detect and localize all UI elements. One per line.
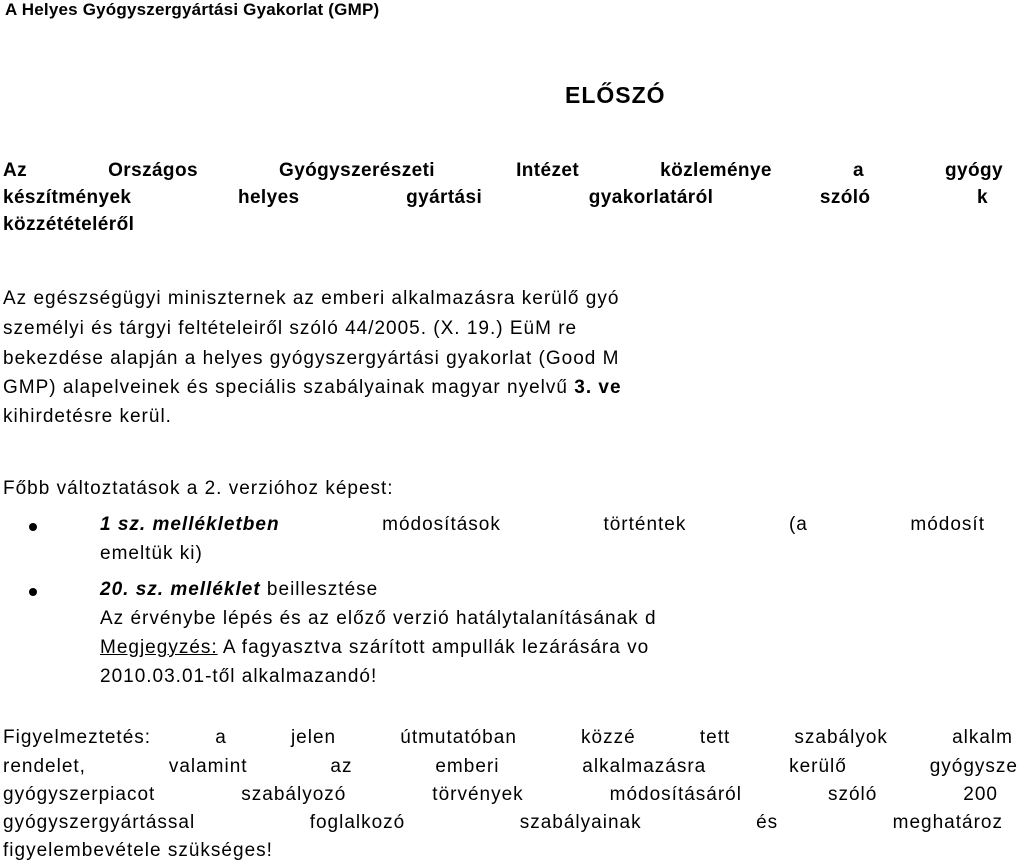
announcement-line-1 [3,160,1003,182]
word: módosít [910,514,985,535]
warning-line-5: figyelembevétele szükséges! [3,840,273,861]
intro-line-2: személyi és tárgyi feltételeiről szóló 44/2005. (X. 19.) EüM re [3,318,578,339]
word: gyógyszerpiacot [3,784,156,805]
changes-heading: Főbb változtatások a 2. verzióhoz képest: [3,478,394,499]
word: az [330,756,353,777]
word: emberi [435,756,500,777]
word: közzé [581,727,636,748]
word: helyes [237,187,300,208]
change-item-1-line-2: emeltük ki) [100,543,203,564]
word: foglalkozó [309,812,406,833]
bullet-icon [29,588,37,596]
word: gyógy [945,160,1003,181]
note-label: Megjegyzés: [100,637,218,658]
page-title: ELŐSZÓ [565,82,666,108]
word: gyógysze [929,756,1018,777]
word: közleménye [660,160,772,181]
change-item-2-text: beillesztése [260,579,379,600]
word: szóló [827,784,878,805]
intro-line-4-text: GMP) alapelveinek és speciális szabályainak magyar nyelvű [3,377,575,398]
intro-line-1: Az egészségügyi miniszternek az emberi alkalmazásra kerülő gyó [3,288,620,309]
word: Országos [108,160,198,181]
word: (a [788,514,808,535]
word: a [215,727,227,748]
word: gyógyszergyártással [3,812,196,833]
word: a [852,160,864,181]
word: szabályok [794,727,888,748]
word: Figyelmeztetés: [3,727,152,748]
intro-line-3: bekezdése alapján a helyes gyógyszergyártási gyakorlat (Good M [3,348,620,369]
word: k [977,187,988,208]
note-text: A fagyasztva szárított ampullák lezárására vo [217,637,650,658]
change-item-2-line-4: 2010.03.01-től alkalmazandó! [100,666,378,687]
running-header: A Helyes Gyógyszergyártási Gyakorlat (GMP) [5,0,380,19]
version-number: 3. ve [574,377,622,398]
word: módosításáról [609,784,742,805]
warning-line-3 [3,784,998,806]
word: alkalm [952,727,1013,748]
intro-line-4 [3,377,622,399]
word: történtek [603,514,687,535]
word: készítmények [3,187,132,208]
word: rendelet, [3,756,86,777]
word: kerülő [789,756,847,777]
word: valamint [168,756,248,777]
word: meghatároz [892,812,1003,833]
word: és [756,812,779,833]
warning-line-2 [3,756,1018,778]
change-item-2 [100,579,378,601]
change-item-2-line-3 [100,637,649,659]
change-item-1-annex: 1 sz. mellékletben [100,514,280,535]
change-item-1 [100,514,985,536]
announcement-line-3: közzétételéről [3,214,135,235]
word: gyártási [406,187,483,208]
word: szabályainak [519,812,642,833]
announcement-line-2 [3,187,988,209]
word: Gyógyszerészeti [279,160,435,181]
word: útmutatóban [400,727,517,748]
word: szabályozó [241,784,347,805]
word: Az [3,160,28,181]
word: törvények [432,784,524,805]
word: 200 [963,784,998,805]
word: módosítások [382,514,501,535]
intro-line-5: kihirdetésre kerül. [3,406,172,427]
word: alkalmazásra [582,756,707,777]
word: Intézet [516,160,580,181]
change-item-2-line-2: Az érvénybe lépés és az előző verzió hatálytalanításának d [100,608,657,629]
word: tett [699,727,731,748]
warning-line-4 [3,812,1003,834]
word: szóló [819,187,871,208]
warning-line-1 [3,727,1013,749]
change-item-2-annex: 20. sz. melléklet [100,579,261,600]
word: gyakorlatáról [588,187,714,208]
bullet-icon [29,523,37,531]
word: jelen [290,727,337,748]
